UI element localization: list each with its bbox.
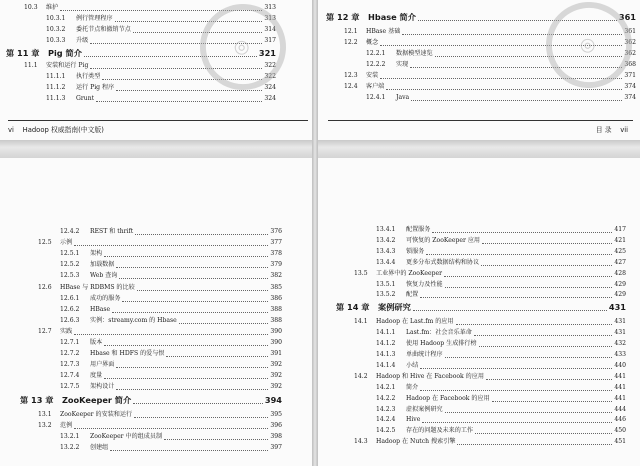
- toc-entry-number: 13.2.1: [60, 432, 80, 440]
- stamp-mark: ◎: [230, 33, 255, 60]
- toc-entry-row: [318, 404, 640, 415]
- toc-leader-dots: [179, 323, 269, 324]
- toc-entry-number: 14.2.2: [376, 394, 396, 402]
- toc-entry-number: 12.4: [344, 83, 358, 90]
- toc-entry-number: 13.2: [38, 421, 52, 429]
- toc-page-number: 368: [624, 61, 636, 68]
- toc-entry-number: 14.2.4: [376, 416, 396, 424]
- toc-entry-number: 14.2.3: [376, 405, 396, 413]
- toc-page-number: 386: [270, 294, 282, 302]
- toc-entry-title: 加载数据: [90, 261, 115, 269]
- toc-entry-number: 12.5.2: [60, 261, 80, 269]
- toc-entry-number: 11.1.2: [46, 84, 66, 91]
- toc-page-number: 378: [270, 250, 282, 258]
- toc-leader-dots: [474, 335, 612, 336]
- toc-entry-title: 成功的服务: [90, 294, 121, 302]
- toc-entry-number: 12.2.1: [366, 50, 386, 57]
- stamp-mark: ◎: [576, 31, 601, 58]
- toc-page-number: 395: [270, 410, 282, 418]
- toc-page-number: 313: [264, 15, 276, 22]
- page-gutter-vertical: [312, 0, 318, 466]
- toc-page-number: 392: [270, 383, 282, 391]
- toc-entry-number: 11.1.1: [46, 73, 66, 80]
- toc-page-number: 321: [258, 48, 276, 58]
- toc-page-number: 441: [614, 394, 626, 402]
- toc-entry-title: Hadoop 在 Last.fm 的应用: [376, 318, 454, 326]
- toc-leader-dots: [116, 367, 268, 368]
- toc-entry-title: 度量: [90, 372, 103, 380]
- toc-entry-row: [0, 431, 312, 442]
- toc-page-number: 322: [264, 73, 276, 80]
- toc-leader-dots: [74, 334, 268, 335]
- toc-page-number: 322: [264, 62, 276, 69]
- toc-page-number: 361: [624, 28, 636, 35]
- toc-page-number: 314: [264, 26, 276, 33]
- toc-entry-row: [318, 349, 640, 360]
- toc-entry-row: [0, 293, 312, 304]
- toc-entry-number: 14.1.4: [376, 361, 396, 369]
- toc-entry-number: 10.3: [24, 4, 38, 11]
- toc-page-number: 317: [264, 37, 276, 44]
- toc-page-number: 376: [270, 228, 282, 235]
- toc-page-number: 432: [614, 340, 626, 348]
- toc-entry-number: 12.5: [38, 239, 52, 247]
- toc-entry-title: REST 和 thrift: [90, 228, 134, 235]
- toc-page-number: 371: [624, 72, 636, 79]
- toc-entry-number: 14.1.2: [376, 340, 396, 348]
- toc-entry-title: 架构: [90, 250, 103, 258]
- toc-entry-title: 运行 Pig 程序: [76, 84, 115, 91]
- toc-entry-row: [318, 316, 640, 327]
- toc-leader-dots: [104, 345, 268, 346]
- toc-page-number: 429: [614, 280, 626, 288]
- toc-entry-row: [0, 315, 312, 326]
- toc-entry-title: Last.fm：社会音乐革命: [406, 329, 472, 337]
- toc-entry-number: 14.2.1: [376, 383, 396, 391]
- toc-leader-dots: [133, 403, 263, 404]
- toc-leader-dots: [456, 324, 613, 325]
- toc-entry-number: 14.1: [354, 318, 368, 326]
- toc-entry-title: 锁服务: [406, 247, 425, 255]
- toc-page-number: 385: [270, 283, 282, 291]
- toc-entry-title: 版本: [90, 339, 103, 346]
- toc-entry-row: [318, 393, 640, 404]
- toc-entry-title: 使用 Hadoop 生成排行榜: [406, 340, 477, 348]
- toc-leader-dots: [482, 243, 612, 244]
- toc-page-top-left: [0, 0, 312, 140]
- toc-entry-title: 架构设计: [90, 383, 115, 391]
- toc-entry-title: 执行类型: [76, 73, 101, 80]
- toc-entry-row: [0, 259, 312, 270]
- toc-entry-number: 12.7.5: [60, 383, 80, 391]
- toc-entry-number: 第 12 章: [326, 12, 360, 22]
- toc-leader-dots: [445, 412, 613, 413]
- toc-entry-number: 13.4.4: [376, 258, 396, 266]
- toc-entry-title: 实践: [60, 327, 73, 335]
- toc-page-number: 417: [614, 226, 626, 233]
- toc-entry-number: 10.3.3: [46, 37, 66, 44]
- toc-entry-title: 用户界面: [90, 361, 115, 369]
- toc-entry-number: 12.7.1: [60, 339, 80, 346]
- toc-entry-row: [318, 371, 640, 382]
- toc-entry-number: 12.6: [38, 283, 52, 291]
- toc-entry-row: [0, 248, 312, 259]
- toc-entry-title: 维护: [46, 4, 59, 11]
- toc-entry-row: [0, 270, 312, 281]
- toc-entry-title: 实例：streamy.com 的 Hbase: [90, 316, 177, 324]
- toc-entry-number: 13.5.2: [376, 291, 396, 299]
- toc-entry-row: [0, 442, 312, 453]
- toc-entry-number: 12.3: [344, 72, 358, 79]
- toc-entry-title: 单曲统计程序: [406, 351, 443, 358]
- toc-page-number: 394: [264, 394, 282, 405]
- toc-page-bottom-left: [0, 158, 312, 466]
- toc-entry-row: [0, 226, 312, 237]
- toc-entry-number: 12.4.1: [366, 94, 386, 101]
- toc-entry-number: 13.1: [38, 410, 52, 418]
- toc-entry-number: 12.2: [344, 39, 358, 46]
- toc-entry-title: Hadoop 在 Facebook 的应用: [406, 394, 490, 402]
- toc-page-top-right: [318, 0, 640, 140]
- toc-page-number: 392: [270, 372, 282, 380]
- toc-leader-dots: [420, 390, 612, 391]
- toc-entry-number: 10.3.2: [46, 26, 66, 33]
- toc-entry-title: 实现: [396, 61, 409, 68]
- toc-entry-title: 小结: [406, 361, 419, 369]
- toc-leader-dots: [104, 378, 268, 379]
- toc-entry-title: 配置服务: [406, 226, 431, 233]
- toc-page-number: 451: [614, 438, 626, 446]
- toc-entry-title: 数据模型速览: [396, 50, 433, 57]
- toc-page-number: 324: [264, 95, 276, 102]
- toc-entry-title: 虚拟案例研究: [406, 405, 443, 413]
- toc-entry-row: [318, 279, 640, 290]
- toc-page-number: 425: [614, 247, 626, 255]
- toc-entry-title: 简介: [406, 383, 419, 391]
- toc-entry-row: [318, 436, 640, 447]
- toc-entry-number: 第 13 章: [20, 394, 54, 405]
- toc-entry-row: [318, 382, 640, 393]
- toc-entry-number: 11.1: [24, 62, 38, 69]
- toc-leader-dots: [420, 368, 612, 369]
- toc-leader-dots: [426, 254, 612, 255]
- toc-entry-number: 第 11 章: [6, 48, 40, 58]
- toc-entry-title: 安装: [366, 72, 379, 79]
- toc-leader-dots: [110, 450, 268, 451]
- toc-entry-number: 12.2.2: [366, 61, 386, 68]
- toc-leader-dots: [116, 267, 268, 268]
- toc-leader-dots: [112, 312, 268, 313]
- toc-entry-number: 12.7.4: [60, 372, 80, 380]
- footer-page-number: vi: [8, 126, 14, 134]
- toc-entry-row: [0, 326, 312, 337]
- toc-entry-row: [318, 289, 640, 300]
- toc-page-number: 361: [618, 12, 636, 22]
- toc-entry-row: [318, 425, 640, 436]
- toc-entry-number: 14.2.5: [376, 427, 396, 435]
- toc-entry-number: 12.6.1: [60, 294, 80, 302]
- toc-entry-number: 12.1: [344, 28, 358, 35]
- toc-page-number: 431: [614, 329, 626, 337]
- toc-entry-number: 12.7.2: [60, 350, 80, 358]
- toc-entry-title: Hbase 简介: [368, 12, 416, 22]
- toc-entry-number: 13.5.1: [376, 280, 396, 288]
- toc-page-number: 391: [270, 350, 282, 358]
- toc-entry-title: 工业界中的 ZooKeeper: [376, 269, 442, 277]
- toc-entry-row: [318, 338, 640, 349]
- toc-page-number: 428: [614, 269, 626, 277]
- toc-leader-dots: [432, 232, 612, 233]
- toc-entry-title: Pig 简介: [48, 48, 82, 58]
- toc-leader-dots: [413, 310, 607, 311]
- toc-page-number: 441: [614, 383, 626, 391]
- toc-entry-title: 存在的问题及未来的工作: [406, 427, 474, 435]
- toc-leader-dots: [411, 100, 622, 101]
- toc-entry-row: [0, 409, 312, 420]
- page-gutter-horizontal: [0, 140, 640, 158]
- toc-entry-number: 12.7: [38, 327, 52, 335]
- toc-leader-dots: [135, 234, 268, 235]
- toc-entry-number: 13.4.2: [376, 236, 396, 244]
- toc-entry-row: [0, 237, 312, 248]
- toc-leader-dots: [422, 422, 612, 423]
- toc-entry-number: 14.1.3: [376, 351, 396, 358]
- toc-leader-dots: [445, 357, 613, 358]
- toc-entry-number: 12.7.3: [60, 361, 80, 369]
- footer-rule: [328, 120, 633, 121]
- toc-entry-title: 升级: [76, 37, 89, 44]
- toc-page-number: 441: [614, 372, 626, 380]
- toc-page-number: 397: [270, 443, 282, 451]
- toc-entry-number: 14.1.1: [376, 329, 396, 337]
- toc-leader-dots: [134, 417, 268, 418]
- toc-entry-number: 11.1.3: [46, 95, 66, 102]
- toc-entry-row: [318, 327, 640, 338]
- toc-page-number: 374: [624, 83, 636, 90]
- toc-entry-title: ZooKeeper 的安装和运行: [60, 410, 133, 418]
- toc-entry-row: [318, 268, 640, 279]
- toc-entry-title: 更多分布式数据结构和协议: [406, 258, 480, 266]
- toc-entry-number: 12.5.3: [60, 272, 80, 280]
- toc-page-number: 388: [270, 305, 282, 313]
- toc-entry-title: Hbase 和 HDFS 的爱与恨: [90, 350, 165, 358]
- toc-page-number: 388: [270, 316, 282, 324]
- toc-entry-row: [0, 304, 312, 315]
- toc-page-number: 313: [264, 4, 276, 11]
- toc-entry-title: Hadoop 和 Hive 在 Facebook 的应用: [376, 372, 484, 380]
- toc-entry-title: Hive: [406, 416, 421, 424]
- toc-entry-number: 13.4.3: [376, 247, 396, 255]
- toc-leader-dots: [166, 356, 268, 357]
- toc-leader-dots: [74, 428, 268, 429]
- toc-leader-dots: [119, 278, 268, 279]
- toc-entry-row: [318, 414, 640, 425]
- toc-entry-row: [0, 359, 312, 370]
- toc-page-number: 440: [614, 361, 626, 369]
- toc-entry-number: 13.4.1: [376, 226, 396, 233]
- toc-page-number: 427: [614, 258, 626, 266]
- toc-entry-title: Hadoop 在 Nutch 搜索引擎: [376, 438, 456, 446]
- toc-leader-dots: [475, 433, 612, 434]
- toc-entry-number: 14.3: [354, 438, 368, 446]
- toc-entry-title: 客户端: [366, 83, 385, 90]
- toc-entry-row: [318, 224, 640, 235]
- footer-page-number: vii: [620, 126, 628, 134]
- toc-entry-row: [318, 235, 640, 246]
- toc-entry-title: Web 查询: [90, 272, 118, 280]
- toc-entry-row: [0, 348, 312, 359]
- toc-entry-title: 安装和运行 Pig: [46, 62, 89, 69]
- toc-entry-title: 范例: [60, 421, 73, 429]
- toc-leader-dots: [481, 265, 612, 266]
- toc-page-bottom-right: [318, 158, 640, 466]
- toc-page-number: 374: [624, 94, 636, 101]
- toc-entry-title: Java: [396, 94, 410, 101]
- toc-entry-number: 12.6.2: [60, 305, 80, 313]
- toc-entry-number: 12.6.3: [60, 316, 80, 324]
- toc-page-number: 324: [264, 84, 276, 91]
- toc-page-number: 433: [614, 351, 626, 358]
- toc-chapter-row: [318, 300, 640, 314]
- toc-page-number: 379: [270, 261, 282, 269]
- toc-entry-title: HBase 与 RDBMS 的比较: [60, 283, 135, 291]
- toc-page-number: 446: [614, 416, 626, 424]
- toc-entry-number: 12.5.1: [60, 250, 80, 258]
- toc-entry-title: 例行管理程序: [76, 15, 113, 22]
- toc-leader-dots: [479, 346, 613, 347]
- toc-page-number: 396: [270, 421, 282, 429]
- toc-entry-row: [0, 381, 312, 392]
- toc-entry-row: [0, 337, 312, 348]
- toc-page-number: 362: [624, 39, 636, 46]
- toc-entry-title: 创建组: [90, 443, 109, 451]
- toc-entry-row: [318, 360, 640, 371]
- toc-leader-dots: [104, 256, 268, 257]
- footer-rule: [8, 120, 308, 121]
- toc-page-number: 392: [270, 361, 282, 369]
- toc-page-number: 362: [624, 50, 636, 57]
- toc-entry-number: 10.3.1: [46, 15, 66, 22]
- page-footer: [596, 124, 628, 134]
- toc-entry-title: 可恢复的 ZooKeeper 应用: [406, 236, 481, 244]
- toc-chapter-row: [0, 393, 312, 407]
- toc-page-number: 431: [608, 302, 626, 313]
- toc-entry-row: [0, 370, 312, 381]
- toc-leader-dots: [164, 439, 268, 440]
- toc-entry-title: ZooKeeper 简介: [62, 394, 132, 405]
- toc-leader-dots: [420, 297, 612, 298]
- toc-entry-number: 14.2: [354, 372, 368, 380]
- toc-entry-number: 13.5: [354, 269, 368, 277]
- toc-leader-dots: [444, 276, 612, 277]
- footer-section-label: 目 录: [595, 126, 612, 134]
- toc-entry-title: 恢复力及性能: [406, 280, 443, 288]
- toc-entry-row: [0, 420, 312, 431]
- toc-entry-row: [318, 257, 640, 268]
- toc-entry-number: 第 14 章: [336, 302, 370, 313]
- toc-leader-dots: [445, 287, 613, 288]
- toc-leader-dots: [116, 389, 268, 390]
- toc-entry-title: HBase 基础: [366, 28, 401, 35]
- toc-page-number: 390: [270, 327, 282, 335]
- toc-leader-dots: [122, 301, 268, 302]
- toc-entry-row: [318, 92, 640, 103]
- toc-page-number: 398: [270, 432, 282, 440]
- toc-page-number: 377: [270, 239, 282, 247]
- toc-entry-row: [0, 282, 312, 293]
- toc-leader-dots: [486, 379, 612, 380]
- toc-leader-dots: [386, 89, 622, 90]
- footer-book-title: Hadoop 权威指南(中文版): [22, 126, 104, 134]
- toc-leader-dots: [457, 444, 612, 445]
- toc-page-number: 429: [614, 291, 626, 299]
- toc-entry-number: 12.4.2: [60, 228, 80, 235]
- page-footer: [8, 124, 104, 134]
- toc-leader-dots: [137, 290, 269, 291]
- toc-leader-dots: [492, 401, 613, 402]
- toc-entry-title: 配置: [406, 291, 419, 299]
- toc-entry-row: [0, 93, 312, 104]
- toc-leader-dots: [96, 101, 262, 102]
- toc-entry-title: Grunt: [76, 95, 95, 102]
- toc-entry-title: ZooKeeper 中的组成员制: [90, 432, 163, 440]
- toc-page-number: 421: [614, 236, 626, 244]
- toc-entry-title: HBase: [90, 305, 111, 313]
- toc-page-number: 444: [614, 405, 626, 413]
- toc-entry-title: 委托节点和撤销节点: [76, 26, 131, 33]
- toc-page-number: 390: [270, 339, 282, 346]
- toc-entry-title: 案例研究: [378, 302, 411, 313]
- toc-page-number: 431: [614, 318, 626, 326]
- toc-entry-title: 示例: [60, 239, 73, 247]
- toc-entry-title: 概念: [366, 39, 379, 46]
- toc-entry-number: 13.2.2: [60, 443, 80, 451]
- toc-leader-dots: [74, 245, 268, 246]
- toc-entry-row: [318, 246, 640, 257]
- toc-page-number: 450: [614, 427, 626, 435]
- toc-page-number: 382: [270, 272, 282, 280]
